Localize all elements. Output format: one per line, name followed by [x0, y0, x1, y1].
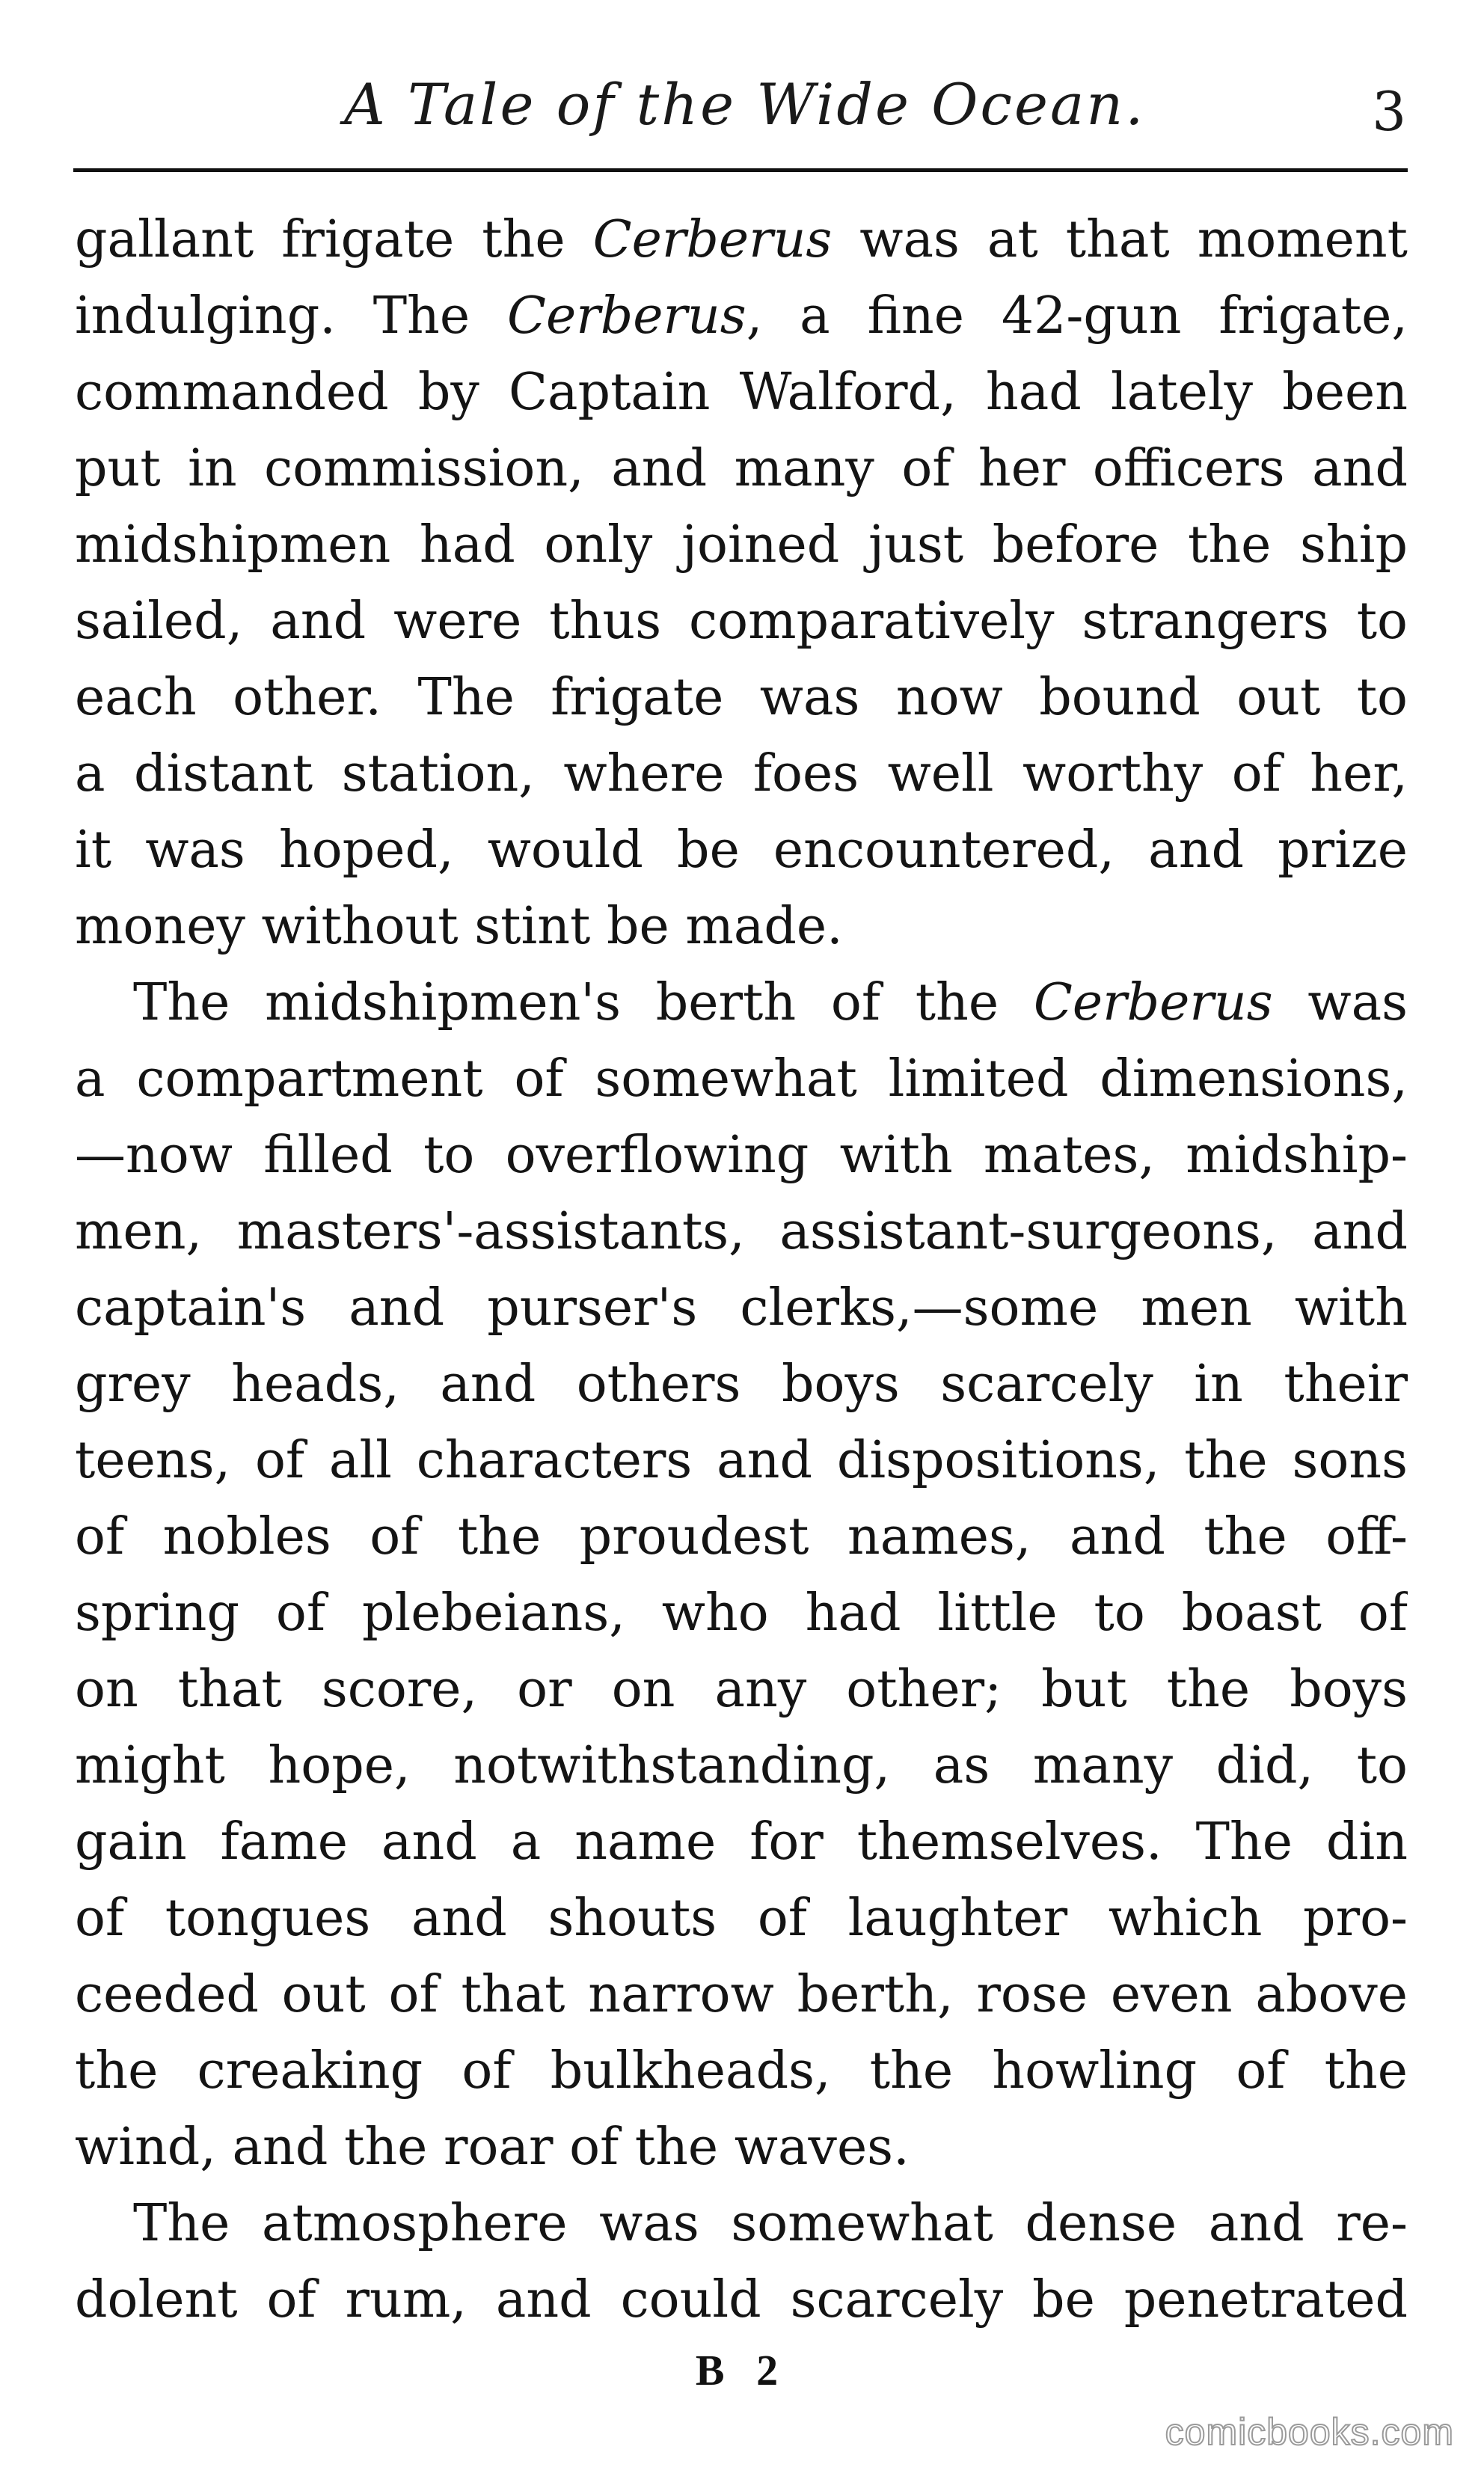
- text-line-6: sailed, and were thus comparatively strangers to: [75, 592, 1408, 651]
- text-line-24: ceeded out of that narrow berth, rose even above: [75, 1965, 1408, 2024]
- text-line-17: teens, of all characters and dispositions, the sons: [75, 1431, 1408, 1490]
- text-line-28: dolent of rum, and could scarcely be penetrated: [75, 2270, 1408, 2329]
- text-line-10: money without stint be made.: [75, 897, 843, 956]
- text-line-18: of nobles of the proudest names, and the off-: [75, 1507, 1408, 1566]
- running-title: A Tale of the Wide Ocean.: [344, 71, 1146, 138]
- text-line-27: The atmosphere was somewhat dense and re-: [133, 2194, 1408, 2253]
- text-line-3: commanded by Captain Walford, had lately been: [75, 363, 1408, 422]
- running-head: [75, 71, 1406, 161]
- text-line-23: of tongues and shouts of laughter which pro-: [75, 1889, 1408, 1948]
- text-line-14: men, masters'-assistants, assistant-surgeons, and: [75, 1202, 1408, 1261]
- text-line-8: a distant station, where foes well worthy of her,: [75, 744, 1408, 803]
- text-line-1: gallant frigate the Cerberus was at that moment: [75, 210, 1408, 269]
- text-line-19: spring of plebeians, who had little to boast of: [75, 1584, 1408, 1643]
- signature-mark: B 2: [695, 2346, 789, 2394]
- text-line-13: —now filled to overflowing with mates, midship-: [75, 1126, 1408, 1185]
- text-line-26: wind, and the roar of the waves.: [75, 2118, 910, 2177]
- text-line-20: on that score, or on any other; but the boys: [75, 1660, 1408, 1719]
- text-line-5: midshipmen had only joined just before the ship: [75, 515, 1408, 574]
- text-line-16: grey heads, and others boys scarcely in their: [75, 1355, 1408, 1414]
- body-text: [75, 202, 1408, 2338]
- text-line-21: might hope, notwithstanding, as many did, to: [75, 1736, 1408, 1795]
- header-rule: [73, 168, 1408, 172]
- text-line-7: each other. The frigate was now bound out to: [75, 668, 1408, 727]
- text-line-12: a compartment of somewhat limited dimensions,: [75, 1050, 1408, 1109]
- watermark: comicbooks.com: [1165, 2411, 1454, 2453]
- text-line-2: indulging. The Cerberus, a fine 42-gun frigate,: [75, 287, 1408, 346]
- page-number: 3: [1372, 80, 1406, 143]
- text-line-25: the creaking of bulkheads, the howling of the: [75, 2041, 1408, 2101]
- text-line-22: gain fame and a name for themselves. The din: [75, 1813, 1408, 1872]
- text-line-15: captain's and purser's clerks,—some men with: [75, 1278, 1408, 1338]
- text-line-4: put in commission, and many of her officers and: [75, 439, 1408, 498]
- text-line-9: it was hoped, would be encountered, and prize: [75, 821, 1408, 880]
- text-line-11: The midshipmen's berth of the Cerberus was: [133, 973, 1408, 1032]
